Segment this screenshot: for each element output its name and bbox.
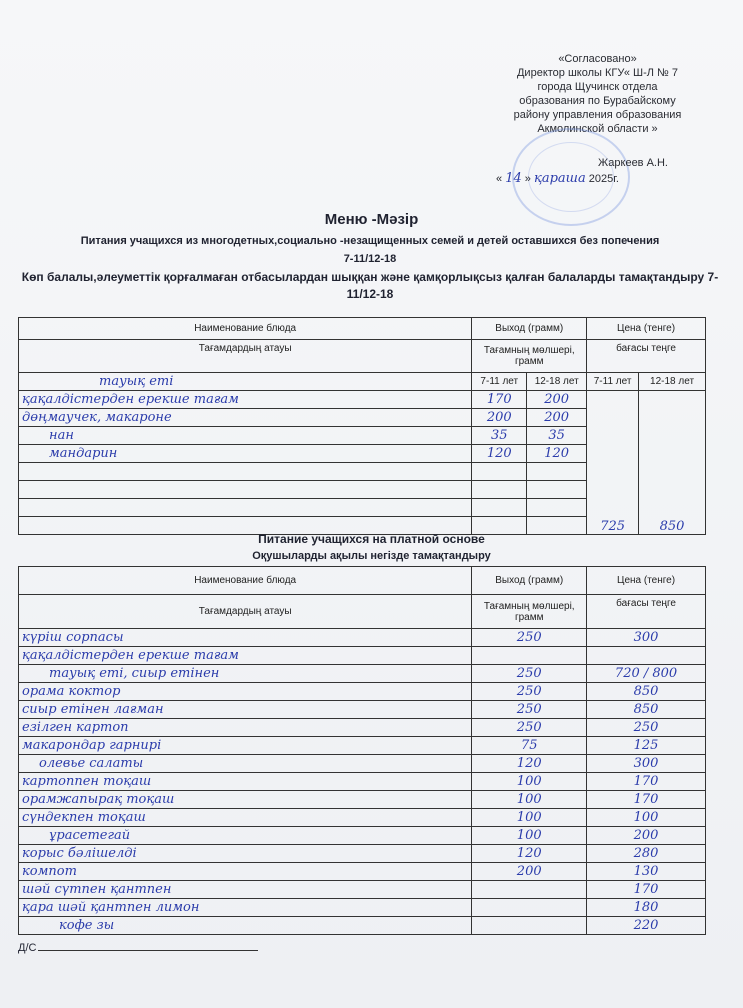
handwritten-overline: тауық еті <box>19 373 472 391</box>
output-12-18 <box>527 481 587 499</box>
footer-signature <box>18 941 258 954</box>
col-header-price-ru: Цена (тенге) <box>587 318 706 340</box>
output-7-11: 200 <box>472 409 527 427</box>
dish-name: макарондар гарнирі <box>19 737 472 755</box>
dish-name: сүндекпен тоқаш <box>19 809 472 827</box>
dish-output <box>472 881 587 899</box>
dish-name: ұрасетегай <box>19 827 472 845</box>
col-header-name-ru: Наименование блюда <box>19 567 472 595</box>
output-7-11: 170 <box>472 391 527 409</box>
table-row <box>19 899 706 917</box>
output-7-11 <box>472 481 527 499</box>
dish-output: 200 <box>472 863 587 881</box>
col-header-price-ru: Цена (тенге) <box>587 567 706 595</box>
director-name: Жаркеев А.Н. <box>598 157 668 169</box>
dish-name: тауық еті, сиыр етінен <box>19 665 472 683</box>
dish-price: 180 <box>587 899 706 917</box>
dish-output: 75 <box>472 737 587 755</box>
dish-price: 170 <box>587 791 706 809</box>
subtitle-ru: Питания учащихся из многодетных,социально -незащищенных семей и детей оставшихся без попечения <box>80 235 660 247</box>
table-row <box>19 917 706 935</box>
approval-line: Акмолинской области » <box>537 123 658 135</box>
table-row <box>19 737 706 755</box>
dish-name: кофе зы <box>19 917 472 935</box>
dish-output <box>472 647 587 665</box>
output-12-18 <box>527 463 587 481</box>
dish-price: 200 <box>587 827 706 845</box>
dish-name <box>19 481 472 499</box>
section-subtitle: Оқушыларды ақылы негізде тамақтандыру <box>252 550 491 562</box>
output-12-18: 200 <box>527 409 587 427</box>
table-row <box>19 647 706 665</box>
col-header-name-kz: Тағамдардың атауы <box>19 595 472 629</box>
dish-price: 125 <box>587 737 706 755</box>
footer-label: Д/С <box>18 942 37 954</box>
col-header-price-kz: бағасы теңге <box>587 595 706 629</box>
dish-name: картоппен тоқаш <box>19 773 472 791</box>
dish-name: компот <box>19 863 472 881</box>
dish-price: 170 <box>587 773 706 791</box>
date-close: » <box>524 173 531 185</box>
dish-name: қақалдістерден ерекше тағам <box>19 647 472 665</box>
output-12-18: 35 <box>527 427 587 445</box>
output-7-11 <box>472 499 527 517</box>
approval-line: «Согласовано» <box>558 53 637 65</box>
total-price-7-11: 725 <box>587 391 639 535</box>
approval-line: города Щучинск отдела <box>537 81 658 93</box>
col-header-name-ru: Наименование блюда <box>19 318 472 340</box>
dish-name: қақалдістерден ерекше тағам <box>19 391 472 409</box>
date-year: 2025г. <box>588 173 619 185</box>
dish-price <box>587 647 706 665</box>
dish-price: 170 <box>587 881 706 899</box>
age-7-11-price: 7-11 лет <box>587 373 639 391</box>
date-open: « <box>496 173 503 185</box>
dish-output: 250 <box>472 629 587 647</box>
output-7-11 <box>472 463 527 481</box>
menu-table-free <box>18 317 706 535</box>
dish-name <box>19 499 472 517</box>
dish-name: күріш сорпасы <box>19 629 472 647</box>
age-7-11-output: 7-11 лет <box>472 373 527 391</box>
dish-output: 100 <box>472 827 587 845</box>
dish-output <box>472 899 587 917</box>
dish-name <box>19 463 472 481</box>
dish-name: шәй сүтпен қантпен <box>19 881 472 899</box>
dish-output: 250 <box>472 701 587 719</box>
col-header-output-ru: Выход (грамм) <box>472 567 587 595</box>
dish-output <box>472 917 587 935</box>
table-row <box>19 701 706 719</box>
approval-line: Директор школы КГУ« Ш-Л № 7 <box>516 67 679 79</box>
table-row <box>19 719 706 737</box>
dish-name: мандарин <box>19 445 472 463</box>
approval-date <box>496 171 619 186</box>
date-month: қараша <box>533 171 586 186</box>
dish-price: 280 <box>587 845 706 863</box>
output-7-11: 120 <box>472 445 527 463</box>
table-row <box>19 683 706 701</box>
table-row <box>19 629 706 647</box>
dish-output: 100 <box>472 791 587 809</box>
col-header-price-kz: бағасы теңге <box>587 340 706 373</box>
dish-name: сиыр етінен лағман <box>19 701 472 719</box>
dish-price: 100 <box>587 809 706 827</box>
output-12-18: 120 <box>527 445 587 463</box>
dish-price: 250 <box>587 719 706 737</box>
dish-name: езілген картоп <box>19 719 472 737</box>
dish-output: 120 <box>472 755 587 773</box>
col-header-output-kz: Тағамның мөлшері, грамм <box>472 340 587 373</box>
page-title: Меню -Мәзір <box>324 211 419 228</box>
dish-price: 300 <box>587 755 706 773</box>
approval-block <box>490 52 705 136</box>
approval-line: образования по Бурабайскому <box>519 95 676 107</box>
dish-price: 850 <box>587 683 706 701</box>
dish-name: олевье салаты <box>19 755 472 773</box>
subtitle-age: 7-11/12-18 <box>343 253 397 265</box>
date-day: 14 <box>505 171 522 186</box>
dish-name: корыс бәлішелді <box>19 845 472 863</box>
dish-name: орама коктор <box>19 683 472 701</box>
table-row <box>19 809 706 827</box>
dish-output: 250 <box>472 719 587 737</box>
dish-output: 100 <box>472 809 587 827</box>
table-row <box>19 665 706 683</box>
table-row <box>19 791 706 809</box>
section-title: Питание учащихся на платной основе <box>258 532 485 546</box>
dish-output: 100 <box>472 773 587 791</box>
dish-price: 130 <box>587 863 706 881</box>
output-7-11: 35 <box>472 427 527 445</box>
output-12-18 <box>527 499 587 517</box>
table-row <box>19 391 706 409</box>
dish-price: 720 / 800 <box>587 665 706 683</box>
dish-output: 120 <box>472 845 587 863</box>
signature-line <box>38 941 258 951</box>
dish-output: 250 <box>472 665 587 683</box>
col-header-name-kz: Тағамдардың атауы <box>19 340 472 373</box>
col-header-output-kz: Тағамның мөлшері, грамм <box>472 595 587 629</box>
table-row <box>19 773 706 791</box>
output-12-18: 200 <box>527 391 587 409</box>
dish-name: нан <box>19 427 472 445</box>
table-row <box>19 827 706 845</box>
col-header-output-ru: Выход (грамм) <box>472 318 587 340</box>
subtitle-kz: Көп балалы,әлеуметтік қорғалмаған отбасылардан шыққан және қамқорлықсыз қалған балаларды тамақтандыру 7-11/12-18 <box>21 270 719 301</box>
table-row <box>19 845 706 863</box>
table-row <box>19 863 706 881</box>
dish-name: дөңмаучек, макароне <box>19 409 472 427</box>
age-12-18-output: 12-18 лет <box>527 373 587 391</box>
dish-price: 850 <box>587 701 706 719</box>
approval-line: району управления образования <box>513 109 682 121</box>
dish-name: қара шәй қантпен лимон <box>19 899 472 917</box>
total-price-12-18: 850 <box>639 391 706 535</box>
dish-output: 250 <box>472 683 587 701</box>
menu-table-paid <box>18 566 706 935</box>
table-row <box>19 755 706 773</box>
age-12-18-price: 12-18 лет <box>639 373 706 391</box>
table-row <box>19 881 706 899</box>
dish-price: 220 <box>587 917 706 935</box>
dish-price: 300 <box>587 629 706 647</box>
dish-name: орамжапырақ тоқаш <box>19 791 472 809</box>
